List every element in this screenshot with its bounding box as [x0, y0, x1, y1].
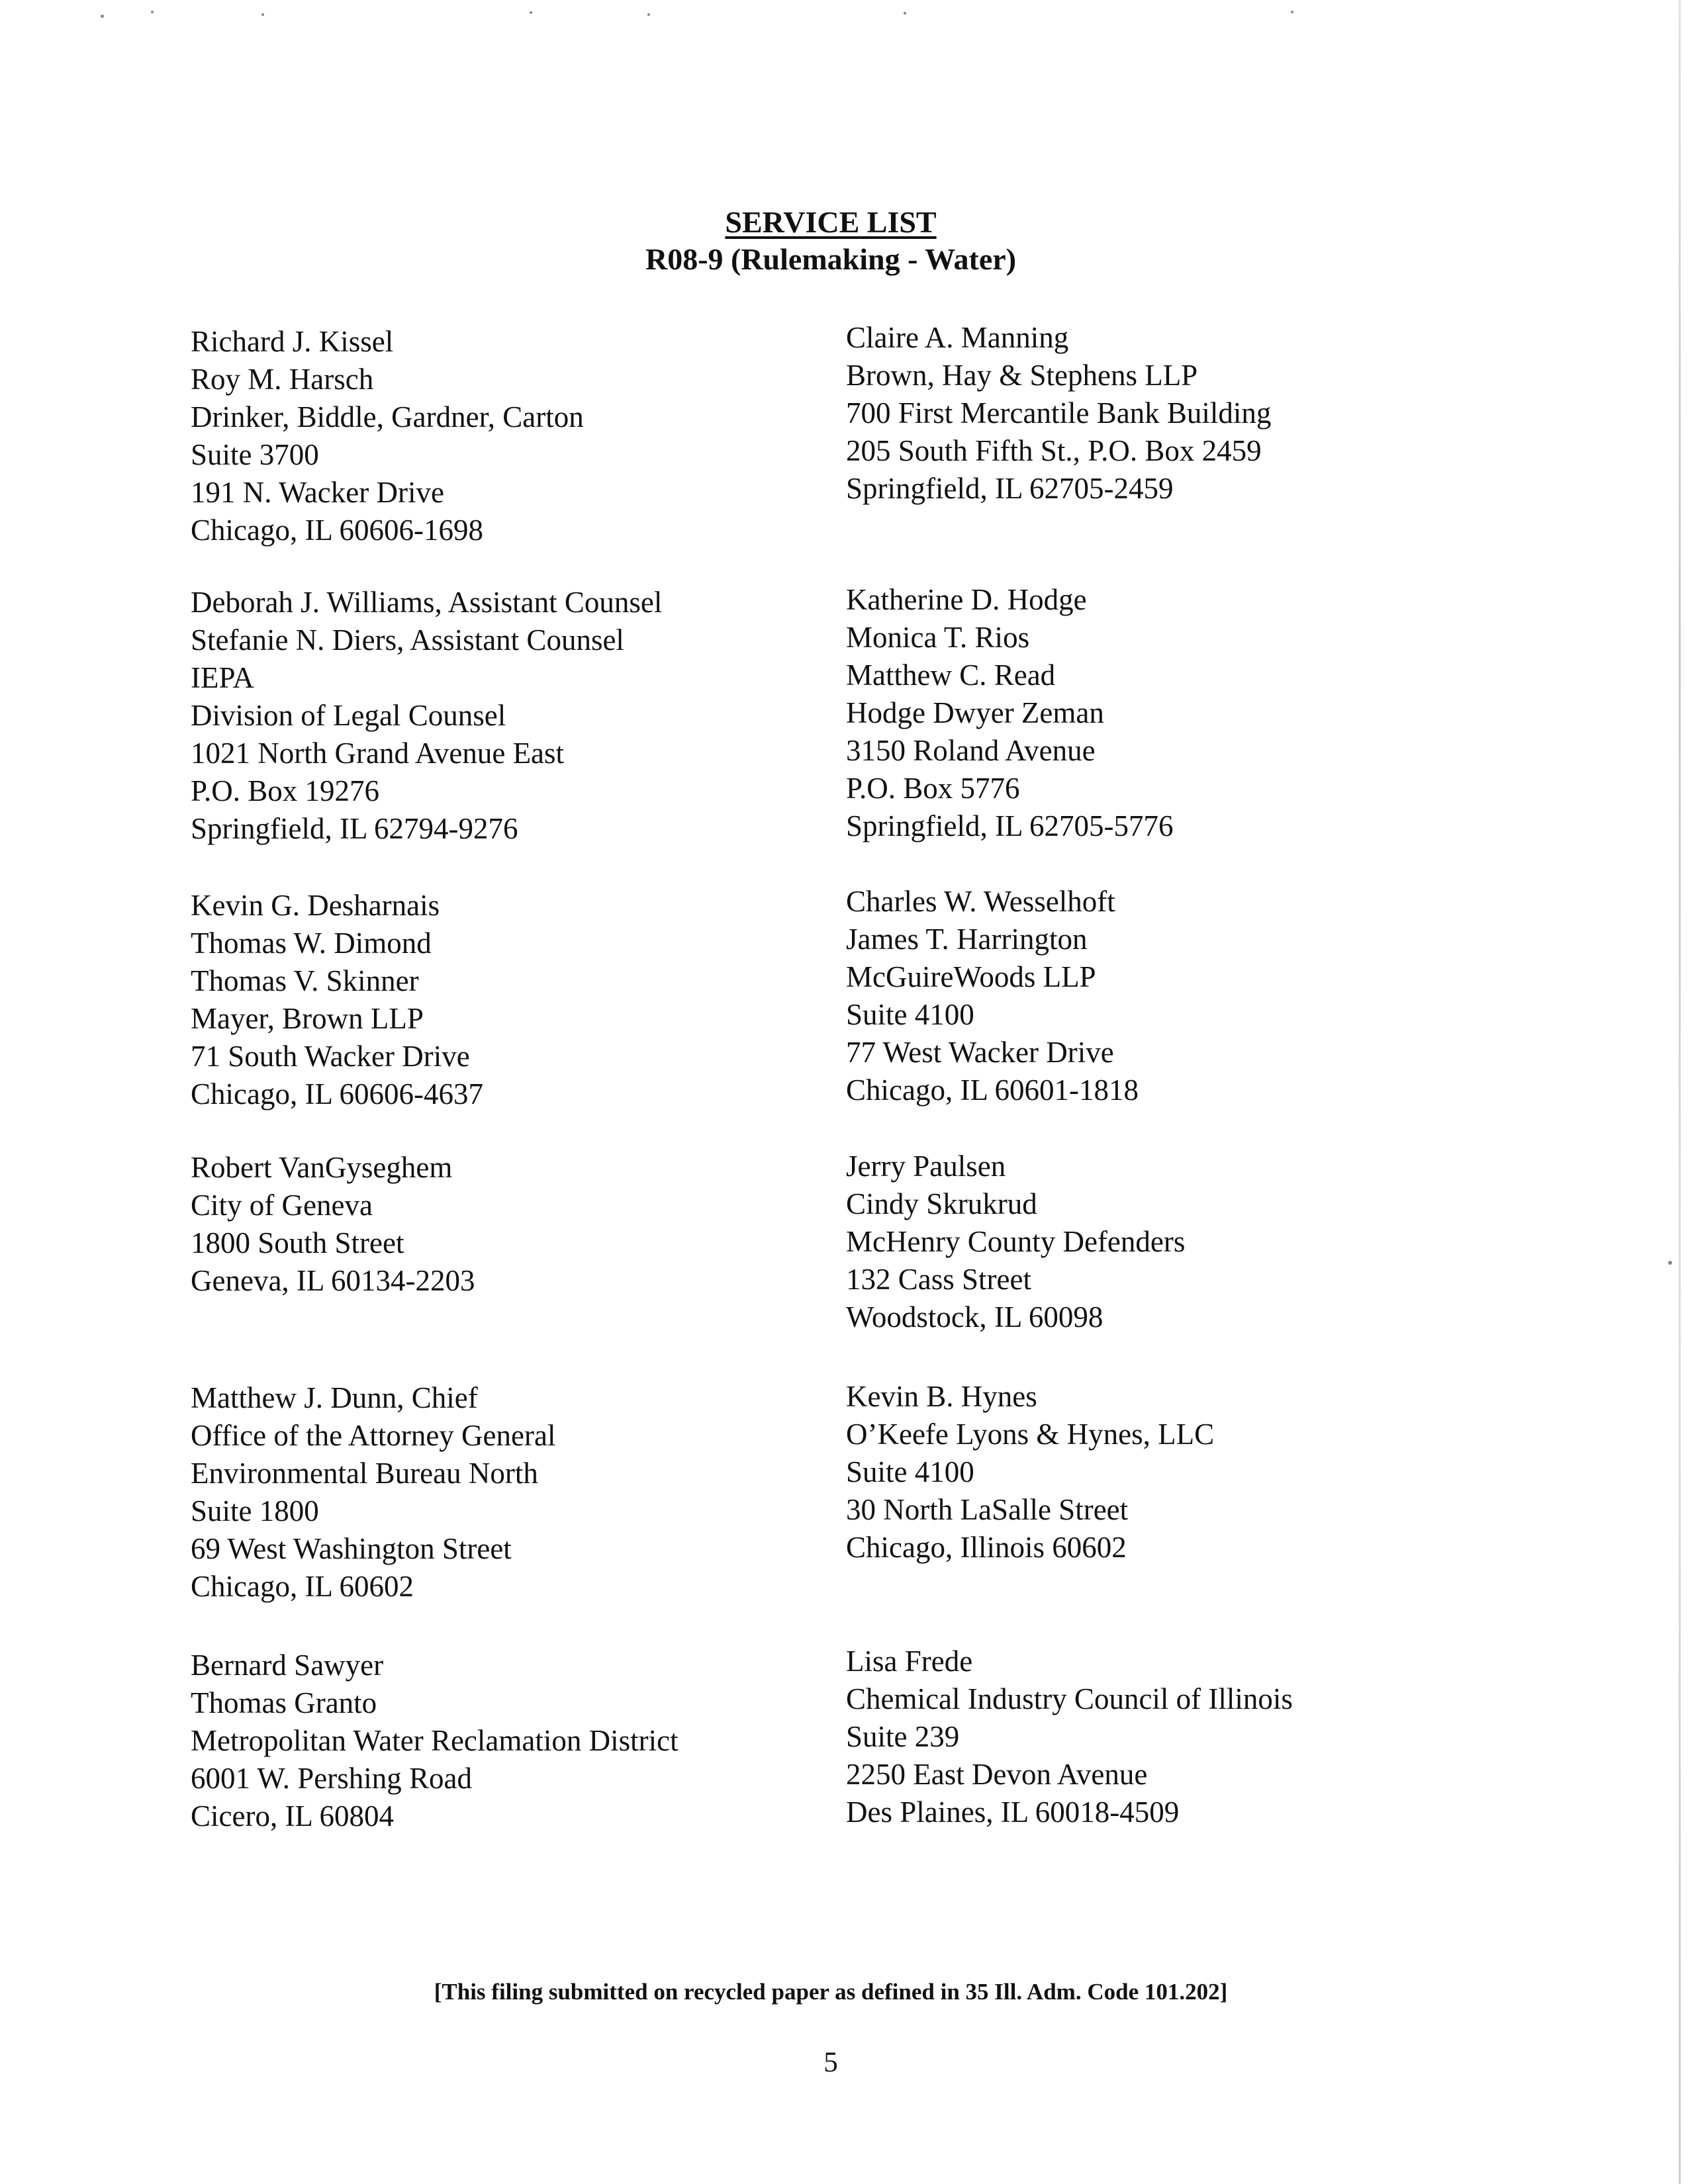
service-entry-left [191, 1647, 679, 1835]
entry-line: 6001 W. Pershing Road [191, 1762, 473, 1795]
entry-line: Suite 3700 [191, 438, 319, 471]
entry-line: 1800 South Street [191, 1226, 404, 1259]
entry-line: Chicago, IL 60606-4637 [191, 1077, 484, 1111]
service-entry-right [846, 581, 1174, 845]
entry-line: Suite 239 [846, 1720, 960, 1753]
entry-line: Charles W. Wesselhoft [846, 885, 1115, 918]
scan-speck [904, 12, 906, 15]
entry-line: McHenry County Defenders [846, 1225, 1186, 1258]
page-number: 5 [823, 2047, 838, 2078]
service-entry-left [191, 887, 483, 1113]
entry-line: Thomas Granto [191, 1686, 377, 1719]
recycled-paper-note: [This filing submitted on recycled paper as defined in 35 Ill. Adm. Code 101.202] [434, 1979, 1228, 2005]
entry-line: Suite 4100 [846, 998, 974, 1031]
scan-speck [101, 15, 104, 18]
entry-line: Monica T. Rios [846, 621, 1030, 654]
scan-speck [1291, 11, 1293, 13]
entry-line: Jerry Paulsen [846, 1150, 1006, 1183]
entry-line: Suite 1800 [191, 1494, 319, 1527]
entry-line: Lisa Frede [846, 1645, 973, 1678]
entry-line: Kevin B. Hynes [846, 1380, 1037, 1413]
entry-line: Des Plaines, IL 60018-4509 [846, 1796, 1180, 1829]
service-entry-left [191, 323, 584, 549]
entry-line: 77 West Wacker Drive [846, 1036, 1114, 1069]
service-entry-left [191, 1379, 555, 1606]
entry-line: Springfield, IL 62705-2459 [846, 472, 1174, 505]
entry-line: Chicago, IL 60601-1818 [846, 1073, 1139, 1107]
entry-line: Chicago, IL 60602 [191, 1570, 414, 1603]
entry-line: Roy M. Harsch [191, 363, 374, 396]
entry-line: O’Keefe Lyons & Hynes, LLC [846, 1418, 1215, 1451]
entry-line: Office of the Attorney General [191, 1419, 556, 1452]
entry-line: 30 North LaSalle Street [846, 1493, 1129, 1526]
service-entry-right [846, 883, 1139, 1109]
entry-line: Thomas W. Dimond [191, 927, 432, 960]
entry-line: Woodstock, IL 60098 [846, 1300, 1103, 1334]
entry-line: Stefanie N. Diers, Assistant Counsel [191, 623, 624, 657]
service-list-title: SERVICE LIST [725, 205, 937, 239]
service-entry-left [191, 584, 662, 848]
scan-speck [261, 13, 264, 16]
entry-line: McGuireWoods LLP [846, 960, 1096, 993]
entry-line: James T. Harrington [846, 923, 1088, 956]
entry-line: Cindy Skrukrud [846, 1187, 1037, 1220]
entry-line: Matthew C. Read [846, 659, 1056, 692]
entry-line: Kevin G. Desharnais [191, 889, 440, 922]
entry-line: Richard J. Kissel [191, 325, 394, 358]
entry-line: 132 Cass Street [846, 1263, 1031, 1296]
entry-line: City of Geneva [191, 1189, 373, 1222]
entry-line: 69 West Washington Street [191, 1532, 512, 1565]
entry-line: 2250 East Devon Avenue [846, 1758, 1148, 1791]
entry-line: Springfield, IL 62705-5776 [846, 809, 1174, 842]
entry-line: Environmental Bureau North [191, 1457, 538, 1490]
scan-speck [1668, 1261, 1672, 1265]
service-entry-left [191, 1149, 475, 1300]
entry-line: Cicero, IL 60804 [191, 1799, 395, 1833]
entry-line: Chicago, Illinois 60602 [846, 1531, 1127, 1564]
entry-line: P.O. Box 5776 [846, 772, 1020, 805]
service-entry-right [846, 319, 1271, 508]
entry-line: Chicago, IL 60606-1698 [191, 514, 484, 547]
entry-line: Metropolitan Water Reclamation District [191, 1724, 679, 1757]
entry-line: Division of Legal Counsel [191, 699, 506, 732]
service-entry-right [846, 1643, 1293, 1831]
scan-edge-artifact [1679, 0, 1681, 2184]
service-entry-right [846, 1378, 1214, 1567]
entry-line: 191 N. Wacker Drive [191, 476, 444, 509]
entry-line: 1021 North Grand Avenue East [191, 737, 565, 770]
entry-line: Matthew J. Dunn, Chief [191, 1381, 478, 1414]
entry-line: Drinker, Biddle, Gardner, Carton [191, 400, 584, 433]
entry-line: Chemical Industry Council of Illinois [846, 1682, 1293, 1715]
entry-line: Geneva, IL 60134-2203 [191, 1264, 475, 1297]
entry-line: Claire A. Manning [846, 321, 1069, 354]
scan-speck [151, 11, 154, 13]
entry-line: Suite 4100 [846, 1455, 974, 1488]
entry-line: Katherine D. Hodge [846, 583, 1087, 616]
entry-line: Mayer, Brown LLP [191, 1002, 424, 1035]
scan-speck [647, 13, 650, 16]
entry-line: Hodge Dwyer Zeman [846, 696, 1104, 729]
entry-line: Thomas V. Skinner [191, 964, 419, 997]
service-entry-right [846, 1148, 1185, 1336]
entry-line: IEPA [191, 661, 254, 694]
entry-line: Brown, Hay & Stephens LLP [846, 359, 1198, 392]
entry-line: Deborah J. Williams, Assistant Counsel [191, 586, 663, 619]
entry-line: 700 First Mercantile Bank Building [846, 396, 1272, 430]
scan-speck [530, 11, 532, 14]
entry-line: Bernard Sawyer [191, 1649, 384, 1682]
entry-line: Robert VanGyseghem [191, 1151, 453, 1184]
entry-line: P.O. Box 19276 [191, 774, 380, 807]
entry-line: 71 South Wacker Drive [191, 1040, 470, 1073]
docket-subtitle: R08-9 (Rulemaking - Water) [645, 242, 1017, 276]
entry-line: Springfield, IL 62794-9276 [191, 812, 518, 845]
entry-line: 205 South Fifth St., P.O. Box 2459 [846, 434, 1262, 467]
entry-line: 3150 Roland Avenue [846, 734, 1096, 767]
